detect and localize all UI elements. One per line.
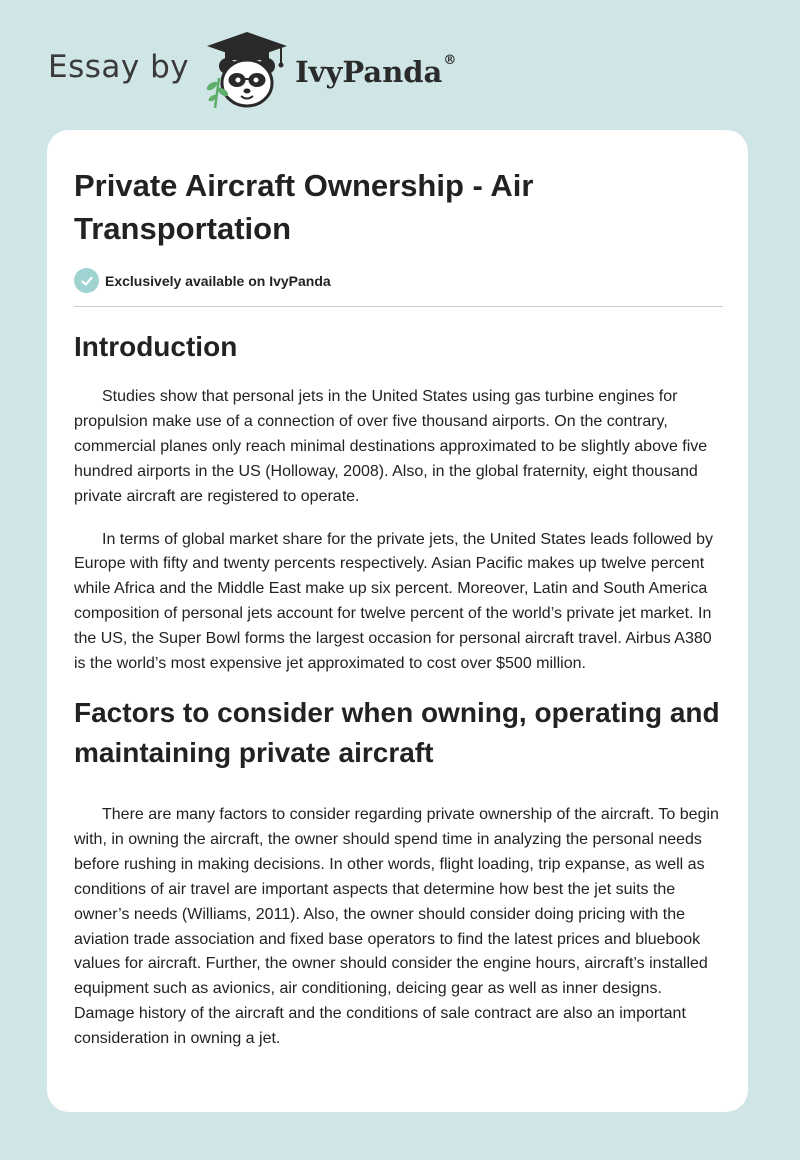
checkmark-icon: [74, 268, 99, 293]
essay-title: Private Aircraft Ownership - Air Transportation: [74, 168, 534, 246]
site-header: [48, 30, 456, 110]
title-divider: [74, 306, 723, 307]
paragraph: There are many factors to consider regarding private ownership of the aircraft. To begin with, in owning the aircraft, the owner should spend time in analyzing the personal needs before rushing in making decisions. In other words, flight loading, trip expanse, as well as conditions of air travel are important aspects that determine how best the jet suits the owner’s needs (Williams, 2011). Also, the owner should consider doing pricing with the aviation trade association and fixed base operators to find the latest prices and bluebook values for aircraft. Further, the owner should consider the engine hours, aircraft’s installed equipment such as avionics, air conditioning, deicing gear as well as inner designs. Damage history of the aircraft and the conditions of sale contract are also an important consideration in owning a jet.: [74, 805, 719, 1048]
section-heading-factors: Factors to consider when owning, operating and maintaining private aircraft: [74, 696, 720, 768]
paragraph: Studies show that personal jets in the United States using gas turbine engines for propulsion make use of a connection of over five thousand airports. On the contrary, commercial planes only reach minimal destinations approximated to be slightly above five hundred airports in the US (Holloway, 2008). Also, in the global fraternity, eight thousand private aircraft are registered to operate.: [74, 388, 708, 505]
essay-card: [47, 130, 748, 1112]
essay-by-label: Essay by: [48, 49, 190, 85]
essay-content: [74, 164, 724, 1052]
brand-name[interactable]: [295, 55, 456, 89]
brand-name-text: IvyPanda: [295, 55, 443, 89]
panda-logo-icon[interactable]: [201, 30, 293, 110]
exclusive-badge-text: Exclusively available on IvyPanda: [105, 272, 331, 289]
registered-mark: ®: [443, 53, 457, 68]
exclusive-badge: [74, 268, 724, 293]
paragraph: In terms of global market share for the private jets, the United States leads followed by Europe with fifty and twenty percents respectively. Asian Pacific makes up twelve percent while Africa and the Middle East make up six percent. Moreover, Latin and South America composition of personal jets account for twelve percent of the world’s private jet market. In the US, the Super Bowl forms the largest occasion for personal aircraft travel. Airbus A380 is the world’s most expensive jet approximated to cost over $500 million.: [74, 530, 713, 673]
section-heading-introduction: Introduction: [74, 331, 238, 362]
